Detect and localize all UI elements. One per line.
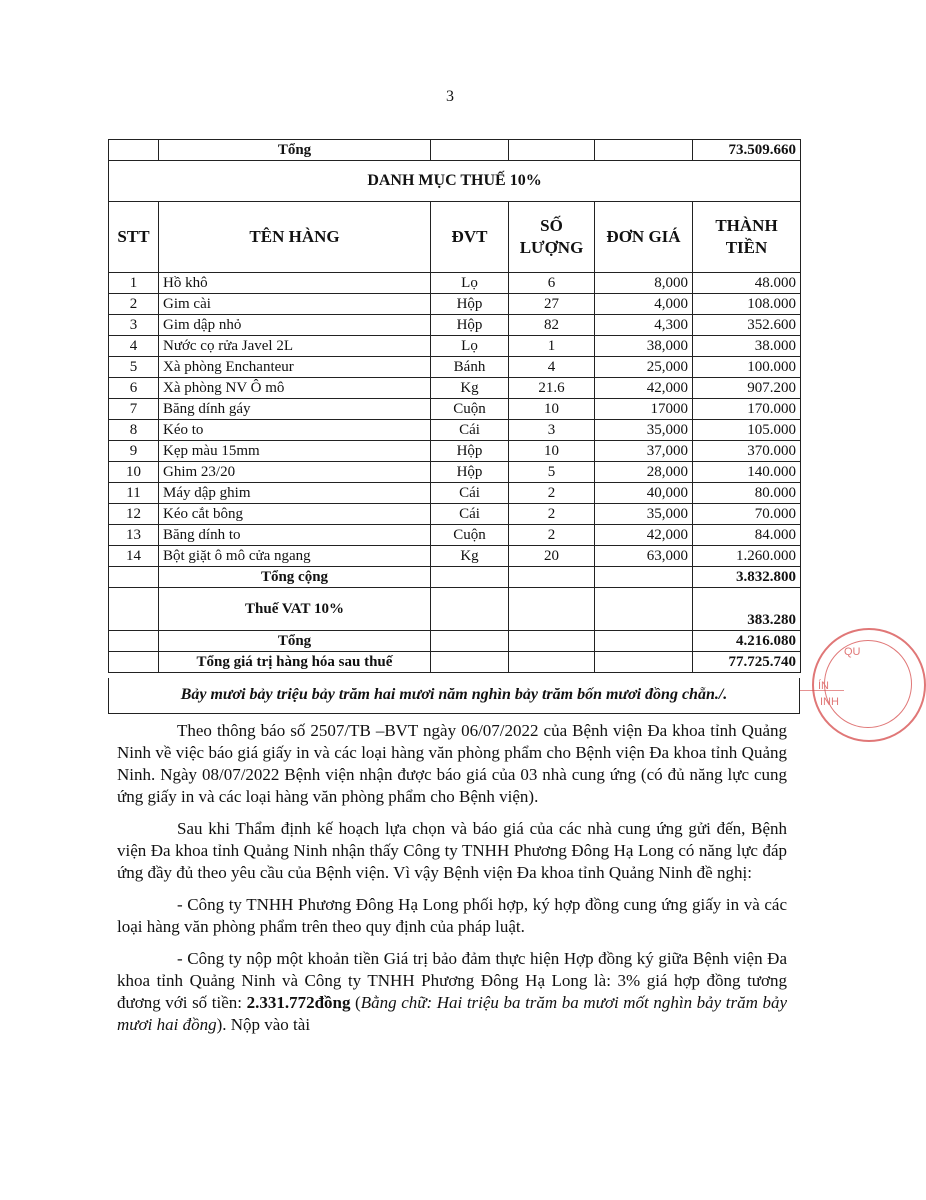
cell-amount: 1.260.000 xyxy=(693,546,801,567)
cell-stt: 12 xyxy=(109,504,159,525)
cell-stt: 5 xyxy=(109,357,159,378)
cell-amount: 80.000 xyxy=(693,483,801,504)
cell-unit: Cái xyxy=(431,483,509,504)
cell-price: 35,000 xyxy=(595,420,693,441)
cell-unit: Hộp xyxy=(431,441,509,462)
cell-name: Băng dính to xyxy=(159,525,431,546)
paragraph-3: - Công ty TNHH Phương Đông Hạ Long phối hợp, ký hợp đồng cung ứng giấy in và các loại hàng văn phòng phẩm trên theo quy định của pháp luật. xyxy=(117,895,787,936)
cell-stt: 6 xyxy=(109,378,159,399)
section-title: DANH MỤC THUẾ 10% xyxy=(109,161,801,202)
cell-unit: Hộp xyxy=(431,315,509,336)
cell-stt: 14 xyxy=(109,546,159,567)
cell-qty: 1 xyxy=(509,336,595,357)
subtotal-row xyxy=(109,567,801,588)
guarantee-amount-words: Bằng chữ: Hai triệu ba trăm ba mươi mốt nghìn bảy trăm bảy mươi hai đồng xyxy=(117,993,787,1034)
cell-price: 37,000 xyxy=(595,441,693,462)
cell-amount: 170.000 xyxy=(693,399,801,420)
prev-total-amount: 73.509.660 xyxy=(693,140,801,161)
paragraph-2: Sau khi Thẩm định kế hoạch lựa chọn và báo giá của các nhà cung ứng gửi đến, Bệnh viện Đa khoa tỉnh Quảng Ninh nhận thấy Công ty TNHH Phương Đông Hạ Long có năng lực đáp ứng đầy đủ theo yêu cầu của Bệnh viện. Vì vậy Bệnh viện Đa khoa tỉnh Quảng Ninh đề nghị: xyxy=(117,819,787,882)
cell-unit: Bánh xyxy=(431,357,509,378)
cell-amount: 38.000 xyxy=(693,336,801,357)
cell-stt: 3 xyxy=(109,315,159,336)
cell-qty: 10 xyxy=(509,441,595,462)
table-row xyxy=(109,525,801,546)
section-title-row xyxy=(109,161,801,202)
table-row xyxy=(109,378,801,399)
cell-name: Gim dập nhỏ xyxy=(159,315,431,336)
cell-name: Băng dính gáy xyxy=(159,399,431,420)
cell-stt: 10 xyxy=(109,462,159,483)
cell-name: Kéo cắt bông xyxy=(159,504,431,525)
cell-price: 28,000 xyxy=(595,462,693,483)
cell-name: Kéo to xyxy=(159,420,431,441)
cell-price: 63,000 xyxy=(595,546,693,567)
table-row xyxy=(109,504,801,525)
cell-unit: Hộp xyxy=(431,294,509,315)
cell-qty: 10 xyxy=(509,399,595,420)
table-row xyxy=(109,420,801,441)
table-row xyxy=(109,294,801,315)
table-row xyxy=(109,462,801,483)
cell-name: Máy dập ghim xyxy=(159,483,431,504)
cell-stt: 13 xyxy=(109,525,159,546)
cell-qty: 4 xyxy=(509,357,595,378)
grand-total-amount: 77.725.740 xyxy=(693,652,801,673)
cell-price: 42,000 xyxy=(595,378,693,399)
cell-qty: 2 xyxy=(509,504,595,525)
cell-unit: Hộp xyxy=(431,462,509,483)
cell-unit: Cuộn xyxy=(431,399,509,420)
amount-in-words: Bảy mươi bảy triệu bảy trăm hai mươi năm nghìn bảy trăm bốn mươi đồng chẵn./. xyxy=(108,678,800,714)
cell-amount: 108.000 xyxy=(693,294,801,315)
cell-price: 4,000 xyxy=(595,294,693,315)
cell-qty: 82 xyxy=(509,315,595,336)
paragraph-1: Theo thông báo số 2507/TB –BVT ngày 06/07/2022 của Bệnh viện Đa khoa tỉnh Quảng Ninh về việc báo giá giấy in và các loại hàng văn phòng phẩm cho Bệnh viện Đa khoa tỉnh Quảng Ninh. Ngày 08/07/2022 Bệnh viện nhận được báo giá của 03 nhà cung ứng (có đủ năng lực cung ứng giấy in và các loại hàng văn phòng phẩm cho Bệnh viện). xyxy=(117,721,787,806)
table-row xyxy=(109,399,801,420)
cell-qty: 3 xyxy=(509,420,595,441)
seal-signature-line xyxy=(800,690,844,691)
table-row xyxy=(109,336,801,357)
total-row xyxy=(109,631,801,652)
total-amount: 4.216.080 xyxy=(693,631,801,652)
cell-unit: Lọ xyxy=(431,273,509,294)
cell-qty: 21.6 xyxy=(509,378,595,399)
header-unit: ĐVT xyxy=(431,202,509,273)
cell-price: 42,000 xyxy=(595,525,693,546)
seal-text-low: INH xyxy=(820,696,839,708)
header-amount: THÀNH TIỀN xyxy=(693,202,801,273)
cell-amount: 84.000 xyxy=(693,525,801,546)
cell-name: Ghim 23/20 xyxy=(159,462,431,483)
cell-qty: 5 xyxy=(509,462,595,483)
paragraph-4 xyxy=(117,948,787,1036)
cell-amount: 370.000 xyxy=(693,441,801,462)
header-stt: STT xyxy=(109,202,159,273)
grand-total-label: Tổng giá trị hàng hóa sau thuế xyxy=(159,652,431,673)
guarantee-amount: 2.331.772đồng xyxy=(246,993,351,1012)
red-seal-stamp xyxy=(812,628,926,742)
cell-unit: Kg xyxy=(431,378,509,399)
cell-name: Kẹp màu 15mm xyxy=(159,441,431,462)
table-row xyxy=(109,273,801,294)
cell-stt: 9 xyxy=(109,441,159,462)
seal-inner-ring xyxy=(824,640,912,728)
tax-items-table xyxy=(108,139,801,673)
vat-label: Thuế VAT 10% xyxy=(159,588,431,631)
paragraph-4-start: - Công ty nộp một khoản tiền Giá trị bảo đảm thực hiện Hợp đồng ký giữa Bệnh viện Đa khoa tỉnh Quảng Ninh và Công ty TNHH Phương Đông Hạ Long là: 3% giá hợp đồng tương đương với số tiền: xyxy=(117,949,787,1012)
header-name: TÊN HÀNG xyxy=(159,202,431,273)
cell-stt: 4 xyxy=(109,336,159,357)
cell-price: 40,000 xyxy=(595,483,693,504)
cell-qty: 6 xyxy=(509,273,595,294)
cell-price: 25,000 xyxy=(595,357,693,378)
item-rows xyxy=(109,273,801,567)
cell-name: Xà phòng Enchanteur xyxy=(159,357,431,378)
cell-name: Nước cọ rửa Javel 2L xyxy=(159,336,431,357)
seal-text-top: QU xyxy=(844,646,861,658)
cell-unit: Cuộn xyxy=(431,525,509,546)
table-row xyxy=(109,483,801,504)
cell-price: 38,000 xyxy=(595,336,693,357)
cell-amount: 140.000 xyxy=(693,462,801,483)
cell-qty: 27 xyxy=(509,294,595,315)
cell-qty: 2 xyxy=(509,525,595,546)
cell-amount: 105.000 xyxy=(693,420,801,441)
cell-amount: 100.000 xyxy=(693,357,801,378)
cell-unit: Cái xyxy=(431,420,509,441)
table-row xyxy=(109,357,801,378)
prev-total-label: Tổng xyxy=(159,140,431,161)
cell-price: 17000 xyxy=(595,399,693,420)
cell-stt: 1 xyxy=(109,273,159,294)
table-row xyxy=(109,315,801,336)
subtotal-label: Tổng cộng xyxy=(159,567,431,588)
table-row xyxy=(109,546,801,567)
cell-unit: Lọ xyxy=(431,336,509,357)
cell-name: Hồ khô xyxy=(159,273,431,294)
header-price: ĐƠN GIÁ xyxy=(595,202,693,273)
paren-open: ( xyxy=(350,993,361,1012)
body-text xyxy=(117,720,787,1046)
page-number: 3 xyxy=(446,88,454,105)
cell-name: Gim cài xyxy=(159,294,431,315)
cell-stt: 11 xyxy=(109,483,159,504)
cell-name: Xà phòng NV Ô mô xyxy=(159,378,431,399)
subtotal-amount: 3.832.800 xyxy=(693,567,801,588)
cell-amount: 48.000 xyxy=(693,273,801,294)
paragraph-4-end: ). Nộp vào tài xyxy=(216,1015,311,1034)
table-row xyxy=(109,441,801,462)
seal-text-mid: ÍN xyxy=(818,680,829,692)
cell-stt: 7 xyxy=(109,399,159,420)
vat-amount: 383.280 xyxy=(693,588,801,631)
cell-qty: 20 xyxy=(509,546,595,567)
vat-row xyxy=(109,588,801,631)
cell-amount: 907.200 xyxy=(693,378,801,399)
cell-price: 8,000 xyxy=(595,273,693,294)
cell-amount: 70.000 xyxy=(693,504,801,525)
cell-price: 4,300 xyxy=(595,315,693,336)
cell-stt: 8 xyxy=(109,420,159,441)
cell-price: 35,000 xyxy=(595,504,693,525)
total-label: Tổng xyxy=(159,631,431,652)
cell-amount: 352.600 xyxy=(693,315,801,336)
prev-total-row xyxy=(109,140,801,161)
cell-unit: Cái xyxy=(431,504,509,525)
cell-stt: 2 xyxy=(109,294,159,315)
grand-total-row xyxy=(109,652,801,673)
header-qty: SỐ LƯỢNG xyxy=(509,202,595,273)
cell-qty: 2 xyxy=(509,483,595,504)
cell-unit: Kg xyxy=(431,546,509,567)
cell-name: Bột giặt ô mô cửa ngang xyxy=(159,546,431,567)
table-header xyxy=(109,202,801,273)
